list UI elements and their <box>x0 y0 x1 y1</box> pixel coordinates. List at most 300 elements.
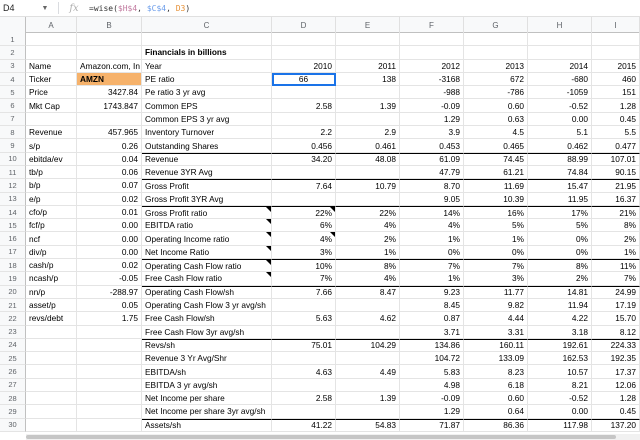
cell-f3[interactable]: 2012 <box>400 60 464 73</box>
cell-a17[interactable]: div/p <box>26 246 77 259</box>
cell-h23[interactable]: 3.18 <box>528 326 592 339</box>
cell-c4[interactable]: PE ratio <box>142 73 272 86</box>
cell-d4[interactable]: 66 <box>272 73 336 86</box>
cell-e10[interactable]: 48.08 <box>336 153 400 166</box>
row-header[interactable]: 13 <box>0 193 26 206</box>
cell-a10[interactable]: ebitda/ev <box>26 153 77 166</box>
cell-g2[interactable] <box>464 46 528 59</box>
cell-i27[interactable]: 12.06 <box>592 379 640 392</box>
cell-b5[interactable]: 3427.84 <box>77 86 142 99</box>
cell-a23[interactable] <box>26 326 77 339</box>
row-header[interactable]: 15 <box>0 219 26 232</box>
cell-h20[interactable]: 14.81 <box>528 286 592 299</box>
cell-a11[interactable]: tb/p <box>26 166 77 179</box>
cell-h16[interactable]: 0% <box>528 232 592 245</box>
cell-c21[interactable]: Operating Cash Flow 3 yr avg/sh <box>142 299 272 312</box>
cell-d15[interactable]: 6% <box>272 219 336 232</box>
row-header[interactable]: 22 <box>0 312 26 325</box>
cell-g14[interactable]: 16% <box>464 206 528 219</box>
row-header[interactable]: 21 <box>0 299 26 312</box>
column-header-f[interactable]: F <box>400 17 464 33</box>
cell-c23[interactable]: Free Cash Flow 3yr avg/sh <box>142 326 272 339</box>
cell-f30[interactable]: 71.87 <box>400 419 464 432</box>
cell-b26[interactable] <box>77 365 142 378</box>
cell-h22[interactable]: 4.22 <box>528 312 592 325</box>
cell-h9[interactable]: 0.462 <box>528 139 592 152</box>
cell-c12[interactable]: Gross Profit <box>142 179 272 192</box>
cell-d5[interactable] <box>272 86 336 99</box>
cell-e14[interactable]: 22% <box>336 206 400 219</box>
cell-d11[interactable] <box>272 166 336 179</box>
column-header-i[interactable]: I <box>592 17 640 33</box>
cell-e30[interactable]: 54.83 <box>336 419 400 432</box>
cell-i13[interactable]: 16.37 <box>592 193 640 206</box>
cell-f27[interactable]: 4.98 <box>400 379 464 392</box>
cell-g16[interactable]: 1% <box>464 232 528 245</box>
cell-h14[interactable]: 17% <box>528 206 592 219</box>
column-header-h[interactable]: H <box>528 17 592 33</box>
cell-c14[interactable]: Gross Profit ratio <box>142 206 272 219</box>
cell-i6[interactable]: 1.28 <box>592 99 640 112</box>
cell-a16[interactable]: ncf <box>26 232 77 245</box>
cell-c28[interactable]: Net Income per share <box>142 392 272 405</box>
cell-c7[interactable]: Common EPS 3 yr avg <box>142 113 272 126</box>
cell-f24[interactable]: 134.86 <box>400 339 464 352</box>
cell-i19[interactable]: 7% <box>592 272 640 285</box>
cell-i15[interactable]: 8% <box>592 219 640 232</box>
cell-h19[interactable]: 2% <box>528 272 592 285</box>
cell-f14[interactable]: 14% <box>400 206 464 219</box>
cell-h10[interactable]: 88.99 <box>528 153 592 166</box>
cell-d8[interactable]: 2.2 <box>272 126 336 139</box>
cell-g18[interactable]: 7% <box>464 259 528 272</box>
cell-e11[interactable] <box>336 166 400 179</box>
cell-h6[interactable]: -0.52 <box>528 99 592 112</box>
cell-i24[interactable]: 224.33 <box>592 339 640 352</box>
cell-e2[interactable] <box>336 46 400 59</box>
cell-b27[interactable] <box>77 379 142 392</box>
row-header[interactable]: 24 <box>0 339 26 352</box>
cell-a3[interactable]: Name <box>26 60 77 73</box>
row-header[interactable]: 1 <box>0 33 26 46</box>
cell-h13[interactable]: 11.95 <box>528 193 592 206</box>
cell-c2[interactable]: Financials in billions <box>142 46 272 59</box>
cell-g5[interactable]: -786 <box>464 86 528 99</box>
cell-b10[interactable]: 0.04 <box>77 153 142 166</box>
cell-g12[interactable]: 11.69 <box>464 179 528 192</box>
row-header[interactable]: 14 <box>0 206 26 219</box>
row-header[interactable]: 9 <box>0 139 26 152</box>
cell-a19[interactable]: ncash/p <box>26 272 77 285</box>
row-header[interactable]: 11 <box>0 166 26 179</box>
cell-h24[interactable]: 192.61 <box>528 339 592 352</box>
cell-h1[interactable] <box>528 33 592 46</box>
cell-g10[interactable]: 74.45 <box>464 153 528 166</box>
cell-g26[interactable]: 8.23 <box>464 365 528 378</box>
cell-g17[interactable]: 0% <box>464 246 528 259</box>
cell-i8[interactable]: 5.5 <box>592 126 640 139</box>
cell-f21[interactable]: 8.45 <box>400 299 464 312</box>
cell-b3[interactable]: Amazon.com, In <box>77 60 142 73</box>
cell-f15[interactable]: 4% <box>400 219 464 232</box>
cell-e25[interactable] <box>336 352 400 365</box>
cell-a9[interactable]: s/p <box>26 139 77 152</box>
cell-i3[interactable]: 2015 <box>592 60 640 73</box>
cell-g19[interactable]: 3% <box>464 272 528 285</box>
cell-i10[interactable]: 107.01 <box>592 153 640 166</box>
cell-f20[interactable]: 9.23 <box>400 286 464 299</box>
cell-g7[interactable]: 0.63 <box>464 113 528 126</box>
cell-c9[interactable]: Outstanding Shares <box>142 139 272 152</box>
cell-g15[interactable]: 5% <box>464 219 528 232</box>
cell-d10[interactable]: 34.20 <box>272 153 336 166</box>
cell-a20[interactable]: nn/p <box>26 286 77 299</box>
cell-h15[interactable]: 5% <box>528 219 592 232</box>
cell-d17[interactable]: 3% <box>272 246 336 259</box>
cell-e17[interactable]: 1% <box>336 246 400 259</box>
cell-b20[interactable]: -288.97 <box>77 286 142 299</box>
cell-d23[interactable] <box>272 326 336 339</box>
cell-e1[interactable] <box>336 33 400 46</box>
cell-d28[interactable]: 2.58 <box>272 392 336 405</box>
scrollbar-thumb[interactable] <box>26 435 616 439</box>
cell-e9[interactable]: 0.461 <box>336 139 400 152</box>
cell-f6[interactable]: -0.09 <box>400 99 464 112</box>
cell-d25[interactable] <box>272 352 336 365</box>
row-header[interactable]: 10 <box>0 153 26 166</box>
cell-c1[interactable] <box>142 33 272 46</box>
cell-i20[interactable]: 24.99 <box>592 286 640 299</box>
cell-e8[interactable]: 2.9 <box>336 126 400 139</box>
row-header[interactable]: 5 <box>0 86 26 99</box>
cell-g21[interactable]: 9.82 <box>464 299 528 312</box>
cell-e19[interactable]: 4% <box>336 272 400 285</box>
cell-b15[interactable]: 0.00 <box>77 219 142 232</box>
cell-b7[interactable] <box>77 113 142 126</box>
cell-g24[interactable]: 160.11 <box>464 339 528 352</box>
cell-e18[interactable]: 8% <box>336 259 400 272</box>
cell-g22[interactable]: 4.44 <box>464 312 528 325</box>
cell-c6[interactable]: Common EPS <box>142 99 272 112</box>
cell-f5[interactable]: -988 <box>400 86 464 99</box>
cell-c20[interactable]: Operating Cash Flow/sh <box>142 286 272 299</box>
cell-f9[interactable]: 0.453 <box>400 139 464 152</box>
row-header[interactable]: 12 <box>0 179 26 192</box>
cell-h18[interactable]: 8% <box>528 259 592 272</box>
cell-g4[interactable]: 672 <box>464 73 528 86</box>
row-header[interactable]: 23 <box>0 326 26 339</box>
cell-b14[interactable]: 0.01 <box>77 206 142 219</box>
cell-d12[interactable]: 7.64 <box>272 179 336 192</box>
cell-i12[interactable]: 21.95 <box>592 179 640 192</box>
cell-d6[interactable]: 2.58 <box>272 99 336 112</box>
cell-f2[interactable] <box>400 46 464 59</box>
cell-c26[interactable]: EBITDA/sh <box>142 365 272 378</box>
cell-e29[interactable] <box>336 405 400 418</box>
cell-i30[interactable]: 137.20 <box>592 419 640 432</box>
row-header[interactable]: 17 <box>0 246 26 259</box>
cell-c5[interactable]: Pe ratio 3 yr avg <box>142 86 272 99</box>
cell-c27[interactable]: EBITDA 3 yr avg/sh <box>142 379 272 392</box>
cell-c8[interactable]: Inventory Turnover <box>142 126 272 139</box>
cell-i7[interactable]: 0.45 <box>592 113 640 126</box>
cell-i25[interactable]: 192.35 <box>592 352 640 365</box>
cell-f16[interactable]: 1% <box>400 232 464 245</box>
cell-f19[interactable]: 1% <box>400 272 464 285</box>
cell-d27[interactable] <box>272 379 336 392</box>
cell-b18[interactable]: 0.02 <box>77 259 142 272</box>
cell-h8[interactable]: 5.1 <box>528 126 592 139</box>
cell-e22[interactable]: 4.62 <box>336 312 400 325</box>
cell-a5[interactable]: Price <box>26 86 77 99</box>
cell-b16[interactable]: 0.00 <box>77 232 142 245</box>
cell-a1[interactable] <box>26 33 77 46</box>
cell-h27[interactable]: 8.21 <box>528 379 592 392</box>
cell-h11[interactable]: 74.84 <box>528 166 592 179</box>
cell-f29[interactable]: 1.29 <box>400 405 464 418</box>
chevron-down-icon[interactable]: ▼ <box>41 4 49 12</box>
cell-g20[interactable]: 11.77 <box>464 286 528 299</box>
row-header[interactable]: 3 <box>0 60 26 73</box>
cell-e15[interactable]: 4% <box>336 219 400 232</box>
cell-e5[interactable] <box>336 86 400 99</box>
cell-f8[interactable]: 3.9 <box>400 126 464 139</box>
cell-a12[interactable]: b/p <box>26 179 77 192</box>
cell-a13[interactable]: e/p <box>26 193 77 206</box>
cell-g27[interactable]: 6.18 <box>464 379 528 392</box>
cell-e3[interactable]: 2011 <box>336 60 400 73</box>
cell-c15[interactable]: EBITDA ratio <box>142 219 272 232</box>
column-header-d[interactable]: D <box>272 17 336 33</box>
cell-c19[interactable]: Free Cash Flow ratio <box>142 272 272 285</box>
cell-h29[interactable]: 0.00 <box>528 405 592 418</box>
formula-input[interactable] <box>89 4 190 13</box>
cell-d30[interactable]: 41.22 <box>272 419 336 432</box>
cell-e7[interactable] <box>336 113 400 126</box>
cell-h2[interactable] <box>528 46 592 59</box>
cell-i29[interactable]: 0.45 <box>592 405 640 418</box>
cell-c16[interactable]: Operating Income ratio <box>142 232 272 245</box>
cell-a4[interactable]: Ticker <box>26 73 77 86</box>
cell-g3[interactable]: 2013 <box>464 60 528 73</box>
cell-c10[interactable]: Revenue <box>142 153 272 166</box>
cell-b25[interactable] <box>77 352 142 365</box>
cell-a14[interactable]: cfo/p <box>26 206 77 219</box>
row-header[interactable]: 27 <box>0 379 26 392</box>
cell-b24[interactable] <box>77 339 142 352</box>
cell-b9[interactable]: 0.26 <box>77 139 142 152</box>
cell-e13[interactable] <box>336 193 400 206</box>
cell-g11[interactable]: 61.21 <box>464 166 528 179</box>
cell-c29[interactable]: Net Income per share 3yr avg/sh <box>142 405 272 418</box>
cell-i2[interactable] <box>592 46 640 59</box>
name-box[interactable]: D4 <box>3 3 15 13</box>
cell-f10[interactable]: 61.09 <box>400 153 464 166</box>
cell-a24[interactable] <box>26 339 77 352</box>
cell-b17[interactable]: 0.00 <box>77 246 142 259</box>
cell-d18[interactable]: 10% <box>272 259 336 272</box>
cell-f7[interactable]: 1.29 <box>400 113 464 126</box>
cell-d16[interactable]: 4% <box>272 232 336 245</box>
cell-f26[interactable]: 5.83 <box>400 365 464 378</box>
row-header[interactable]: 19 <box>0 272 26 285</box>
cell-d26[interactable]: 4.63 <box>272 365 336 378</box>
cell-c30[interactable]: Assets/sh <box>142 419 272 432</box>
row-header[interactable]: 30 <box>0 419 26 432</box>
row-header[interactable]: 4 <box>0 73 26 86</box>
horizontal-scrollbar[interactable] <box>26 434 640 440</box>
cell-e20[interactable]: 8.47 <box>336 286 400 299</box>
cell-h25[interactable]: 162.53 <box>528 352 592 365</box>
row-header[interactable]: 28 <box>0 392 26 405</box>
cell-a22[interactable]: revs/debt <box>26 312 77 325</box>
cell-i17[interactable]: 1% <box>592 246 640 259</box>
cell-d7[interactable] <box>272 113 336 126</box>
cell-e28[interactable]: 1.39 <box>336 392 400 405</box>
cell-g1[interactable] <box>464 33 528 46</box>
cell-h26[interactable]: 10.57 <box>528 365 592 378</box>
cell-d21[interactable] <box>272 299 336 312</box>
cell-i21[interactable]: 17.19 <box>592 299 640 312</box>
cell-c13[interactable]: Gross Profit 3YR Avg <box>142 193 272 206</box>
cell-d24[interactable]: 75.01 <box>272 339 336 352</box>
cell-g25[interactable]: 133.09 <box>464 352 528 365</box>
cell-g8[interactable]: 4.5 <box>464 126 528 139</box>
cell-i11[interactable]: 90.15 <box>592 166 640 179</box>
cell-i26[interactable]: 17.37 <box>592 365 640 378</box>
cell-a18[interactable]: cash/p <box>26 259 77 272</box>
cell-g29[interactable]: 0.64 <box>464 405 528 418</box>
cell-i14[interactable]: 21% <box>592 206 640 219</box>
cell-d19[interactable]: 7% <box>272 272 336 285</box>
column-header-g[interactable]: G <box>464 17 528 33</box>
cell-a29[interactable] <box>26 405 77 418</box>
row-header[interactable]: 2 <box>0 46 26 59</box>
cell-b28[interactable] <box>77 392 142 405</box>
cell-g6[interactable]: 0.60 <box>464 99 528 112</box>
cell-f4[interactable]: -3168 <box>400 73 464 86</box>
cell-i1[interactable] <box>592 33 640 46</box>
cell-f23[interactable]: 3.71 <box>400 326 464 339</box>
cell-c18[interactable]: Operating Cash Flow ratio <box>142 259 272 272</box>
cell-f25[interactable]: 104.72 <box>400 352 464 365</box>
column-header-e[interactable]: E <box>336 17 400 33</box>
cell-a15[interactable]: fcf/p <box>26 219 77 232</box>
cell-d3[interactable]: 2010 <box>272 60 336 73</box>
cell-f28[interactable]: -0.09 <box>400 392 464 405</box>
row-header[interactable]: 18 <box>0 259 26 272</box>
cell-a27[interactable] <box>26 379 77 392</box>
cell-h17[interactable]: 0% <box>528 246 592 259</box>
row-header[interactable]: 26 <box>0 365 26 378</box>
cell-e24[interactable]: 104.29 <box>336 339 400 352</box>
row-header[interactable]: 20 <box>0 286 26 299</box>
column-header-a[interactable]: A <box>26 17 77 33</box>
cell-b22[interactable]: 1.75 <box>77 312 142 325</box>
cell-b29[interactable] <box>77 405 142 418</box>
cell-a25[interactable] <box>26 352 77 365</box>
cell-e16[interactable]: 2% <box>336 232 400 245</box>
cell-h30[interactable]: 117.98 <box>528 419 592 432</box>
cell-i28[interactable]: 1.28 <box>592 392 640 405</box>
cell-g30[interactable]: 86.36 <box>464 419 528 432</box>
cell-h21[interactable]: 11.94 <box>528 299 592 312</box>
cell-g23[interactable]: 3.31 <box>464 326 528 339</box>
cell-e21[interactable] <box>336 299 400 312</box>
cell-i16[interactable]: 2% <box>592 232 640 245</box>
cell-b2[interactable] <box>77 46 142 59</box>
cell-d20[interactable]: 7.66 <box>272 286 336 299</box>
cell-e12[interactable]: 10.79 <box>336 179 400 192</box>
cell-c25[interactable]: Revenue 3 Yr Avg/Shr <box>142 352 272 365</box>
cell-b13[interactable]: 0.02 <box>77 193 142 206</box>
cell-a2[interactable] <box>26 46 77 59</box>
cell-d1[interactable] <box>272 33 336 46</box>
cell-d22[interactable]: 5.63 <box>272 312 336 325</box>
cell-h3[interactable]: 2014 <box>528 60 592 73</box>
cell-b4[interactable]: AMZN <box>77 73 142 86</box>
cell-f18[interactable]: 7% <box>400 259 464 272</box>
cell-a30[interactable] <box>26 419 77 432</box>
row-header[interactable]: 8 <box>0 126 26 139</box>
cell-f12[interactable]: 8.70 <box>400 179 464 192</box>
select-all-corner[interactable] <box>0 17 26 33</box>
cell-f1[interactable] <box>400 33 464 46</box>
cell-a8[interactable]: Revenue <box>26 126 77 139</box>
cell-a7[interactable] <box>26 113 77 126</box>
cell-c3[interactable]: Year <box>142 60 272 73</box>
cell-c17[interactable]: Net Income Ratio <box>142 246 272 259</box>
cell-d2[interactable] <box>272 46 336 59</box>
cell-b11[interactable]: 0.06 <box>77 166 142 179</box>
cell-f17[interactable]: 0% <box>400 246 464 259</box>
cell-g28[interactable]: 0.60 <box>464 392 528 405</box>
cell-h28[interactable]: -0.52 <box>528 392 592 405</box>
cell-e4[interactable]: 138 <box>336 73 400 86</box>
row-header[interactable]: 16 <box>0 232 26 245</box>
cell-b1[interactable] <box>77 33 142 46</box>
row-header[interactable]: 29 <box>0 405 26 418</box>
cell-h7[interactable]: 0.00 <box>528 113 592 126</box>
cell-e26[interactable]: 4.49 <box>336 365 400 378</box>
cell-a26[interactable] <box>26 365 77 378</box>
cell-h5[interactable]: -1059 <box>528 86 592 99</box>
cell-f22[interactable]: 0.87 <box>400 312 464 325</box>
cell-e23[interactable] <box>336 326 400 339</box>
row-header[interactable]: 6 <box>0 99 26 112</box>
cell-a6[interactable]: Mkt Cap <box>26 99 77 112</box>
cell-b8[interactable]: 457.965 <box>77 126 142 139</box>
cell-h12[interactable]: 15.47 <box>528 179 592 192</box>
cell-c22[interactable]: Free Cash Flow/sh <box>142 312 272 325</box>
cell-d29[interactable] <box>272 405 336 418</box>
cell-g9[interactable]: 0.465 <box>464 139 528 152</box>
cell-e27[interactable] <box>336 379 400 392</box>
column-header-b[interactable]: B <box>77 17 142 33</box>
cell-b6[interactable]: 1743.847 <box>77 99 142 112</box>
cell-f13[interactable]: 9.05 <box>400 193 464 206</box>
cell-d13[interactable] <box>272 193 336 206</box>
cell-f11[interactable]: 47.79 <box>400 166 464 179</box>
cell-d9[interactable]: 0.456 <box>272 139 336 152</box>
cell-b21[interactable]: 0.05 <box>77 299 142 312</box>
cell-c11[interactable]: Revenue 3YR Avg <box>142 166 272 179</box>
cell-h4[interactable]: -680 <box>528 73 592 86</box>
cell-b30[interactable] <box>77 419 142 432</box>
cell-b23[interactable] <box>77 326 142 339</box>
column-header-c[interactable]: C <box>142 17 272 33</box>
cell-b12[interactable]: 0.07 <box>77 179 142 192</box>
